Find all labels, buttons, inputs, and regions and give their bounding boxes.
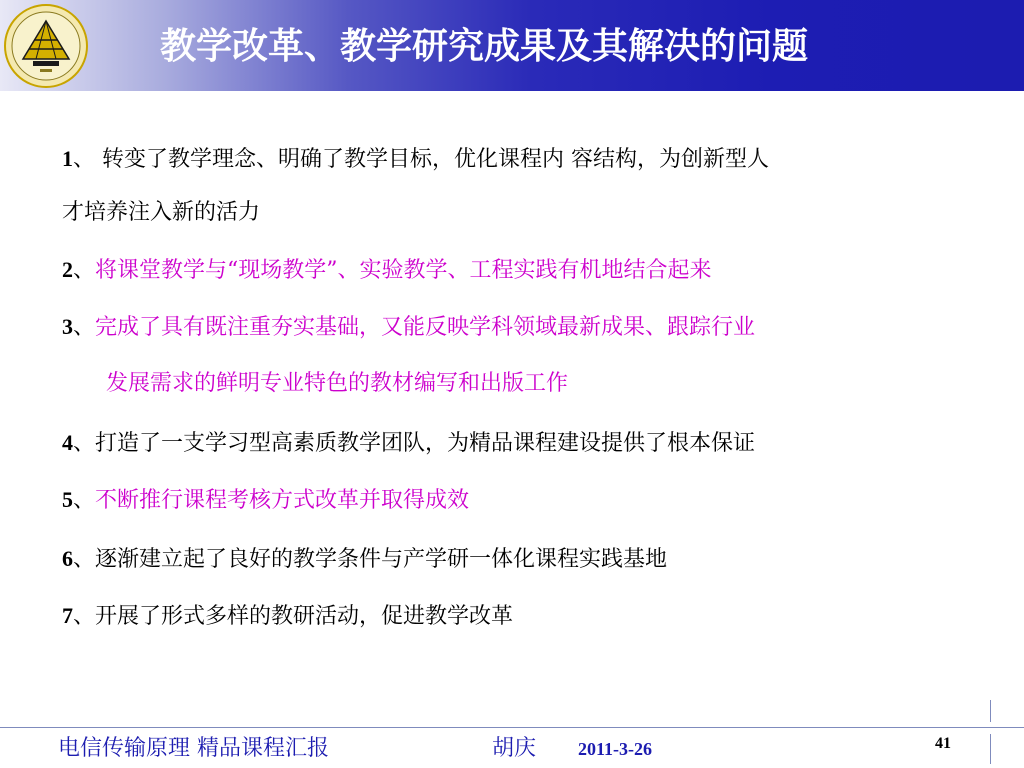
list-item-7: 7、开展了形式多样的教研活动，促进教学改革: [62, 603, 514, 629]
item-number: 1: [62, 146, 73, 171]
footer-divider: [0, 727, 1024, 728]
list-item-1: 1、 转变了教学理念、明确了教学目标，优化课程内 容结构，为创新型人 才培养注入新的活力: [62, 144, 769, 228]
item-text-continued: 才培养注入新的活力: [62, 200, 261, 225]
item-number: 3: [62, 314, 73, 339]
item-number: 5: [62, 487, 73, 512]
footer-author: 胡庆: [492, 736, 537, 761]
list-item-3: 3、完成了具有既注重夯实基础，又能反映学科领域最新成果、跟踪行业 发展需求的鲜明专业特色的教材编写和出版工作: [62, 312, 755, 399]
item-text-continued: 发展需求的鲜明专业特色的教材编写和出版工作: [106, 371, 569, 396]
footer-divider-tick: [990, 700, 991, 722]
item-number: 6: [62, 546, 73, 571]
item-text: 转变了教学理念、明确了教学目标，优化课程内 容结构，为创新型人: [102, 147, 770, 172]
university-logo: [3, 3, 89, 89]
footer: [58, 734, 958, 764]
footer-course-title: 电信传输原理 精品课程汇报: [58, 736, 329, 761]
item-text: 将课堂教学与“现场教学”、实验教学、工程实践有机地结合起来: [95, 258, 712, 283]
list-item-6: 6、逐渐建立起了良好的教学条件与产学研一体化课程实践基地: [62, 546, 668, 572]
page-number: 41: [935, 735, 951, 752]
list-item-5: 5、不断推行课程考核方式改革并取得成效: [62, 487, 470, 513]
title-bar: [0, 0, 1024, 91]
item-number: 4: [62, 430, 73, 455]
item-text: 逐渐建立起了良好的教学条件与产学研一体化课程实践基地: [95, 547, 668, 572]
list-item-4: 4、打造了一支学习型高素质教学团队，为精品课程建设提供了根本保证: [62, 430, 756, 456]
item-number: 2: [62, 257, 73, 282]
item-number: 7: [62, 603, 73, 628]
footer-date: 2011-3-26: [578, 739, 652, 759]
item-text: 打造了一支学习型高素质教学团队，为精品课程建设提供了根本保证: [95, 431, 756, 456]
list-item-2: 2、将课堂教学与“现场教学”、实验教学、工程实践有机地结合起来: [62, 257, 712, 283]
item-text: 不断推行课程考核方式改革并取得成效: [95, 488, 470, 513]
item-text: 开展了形式多样的教研活动，促进教学改革: [95, 604, 514, 629]
footer-divider-tick: [990, 734, 991, 764]
slide-title: 教学改革、教学研究成果及其解决的问题: [160, 26, 809, 67]
item-text: 完成了具有既注重夯实基础，又能反映学科领域最新成果、跟踪行业: [95, 315, 756, 340]
